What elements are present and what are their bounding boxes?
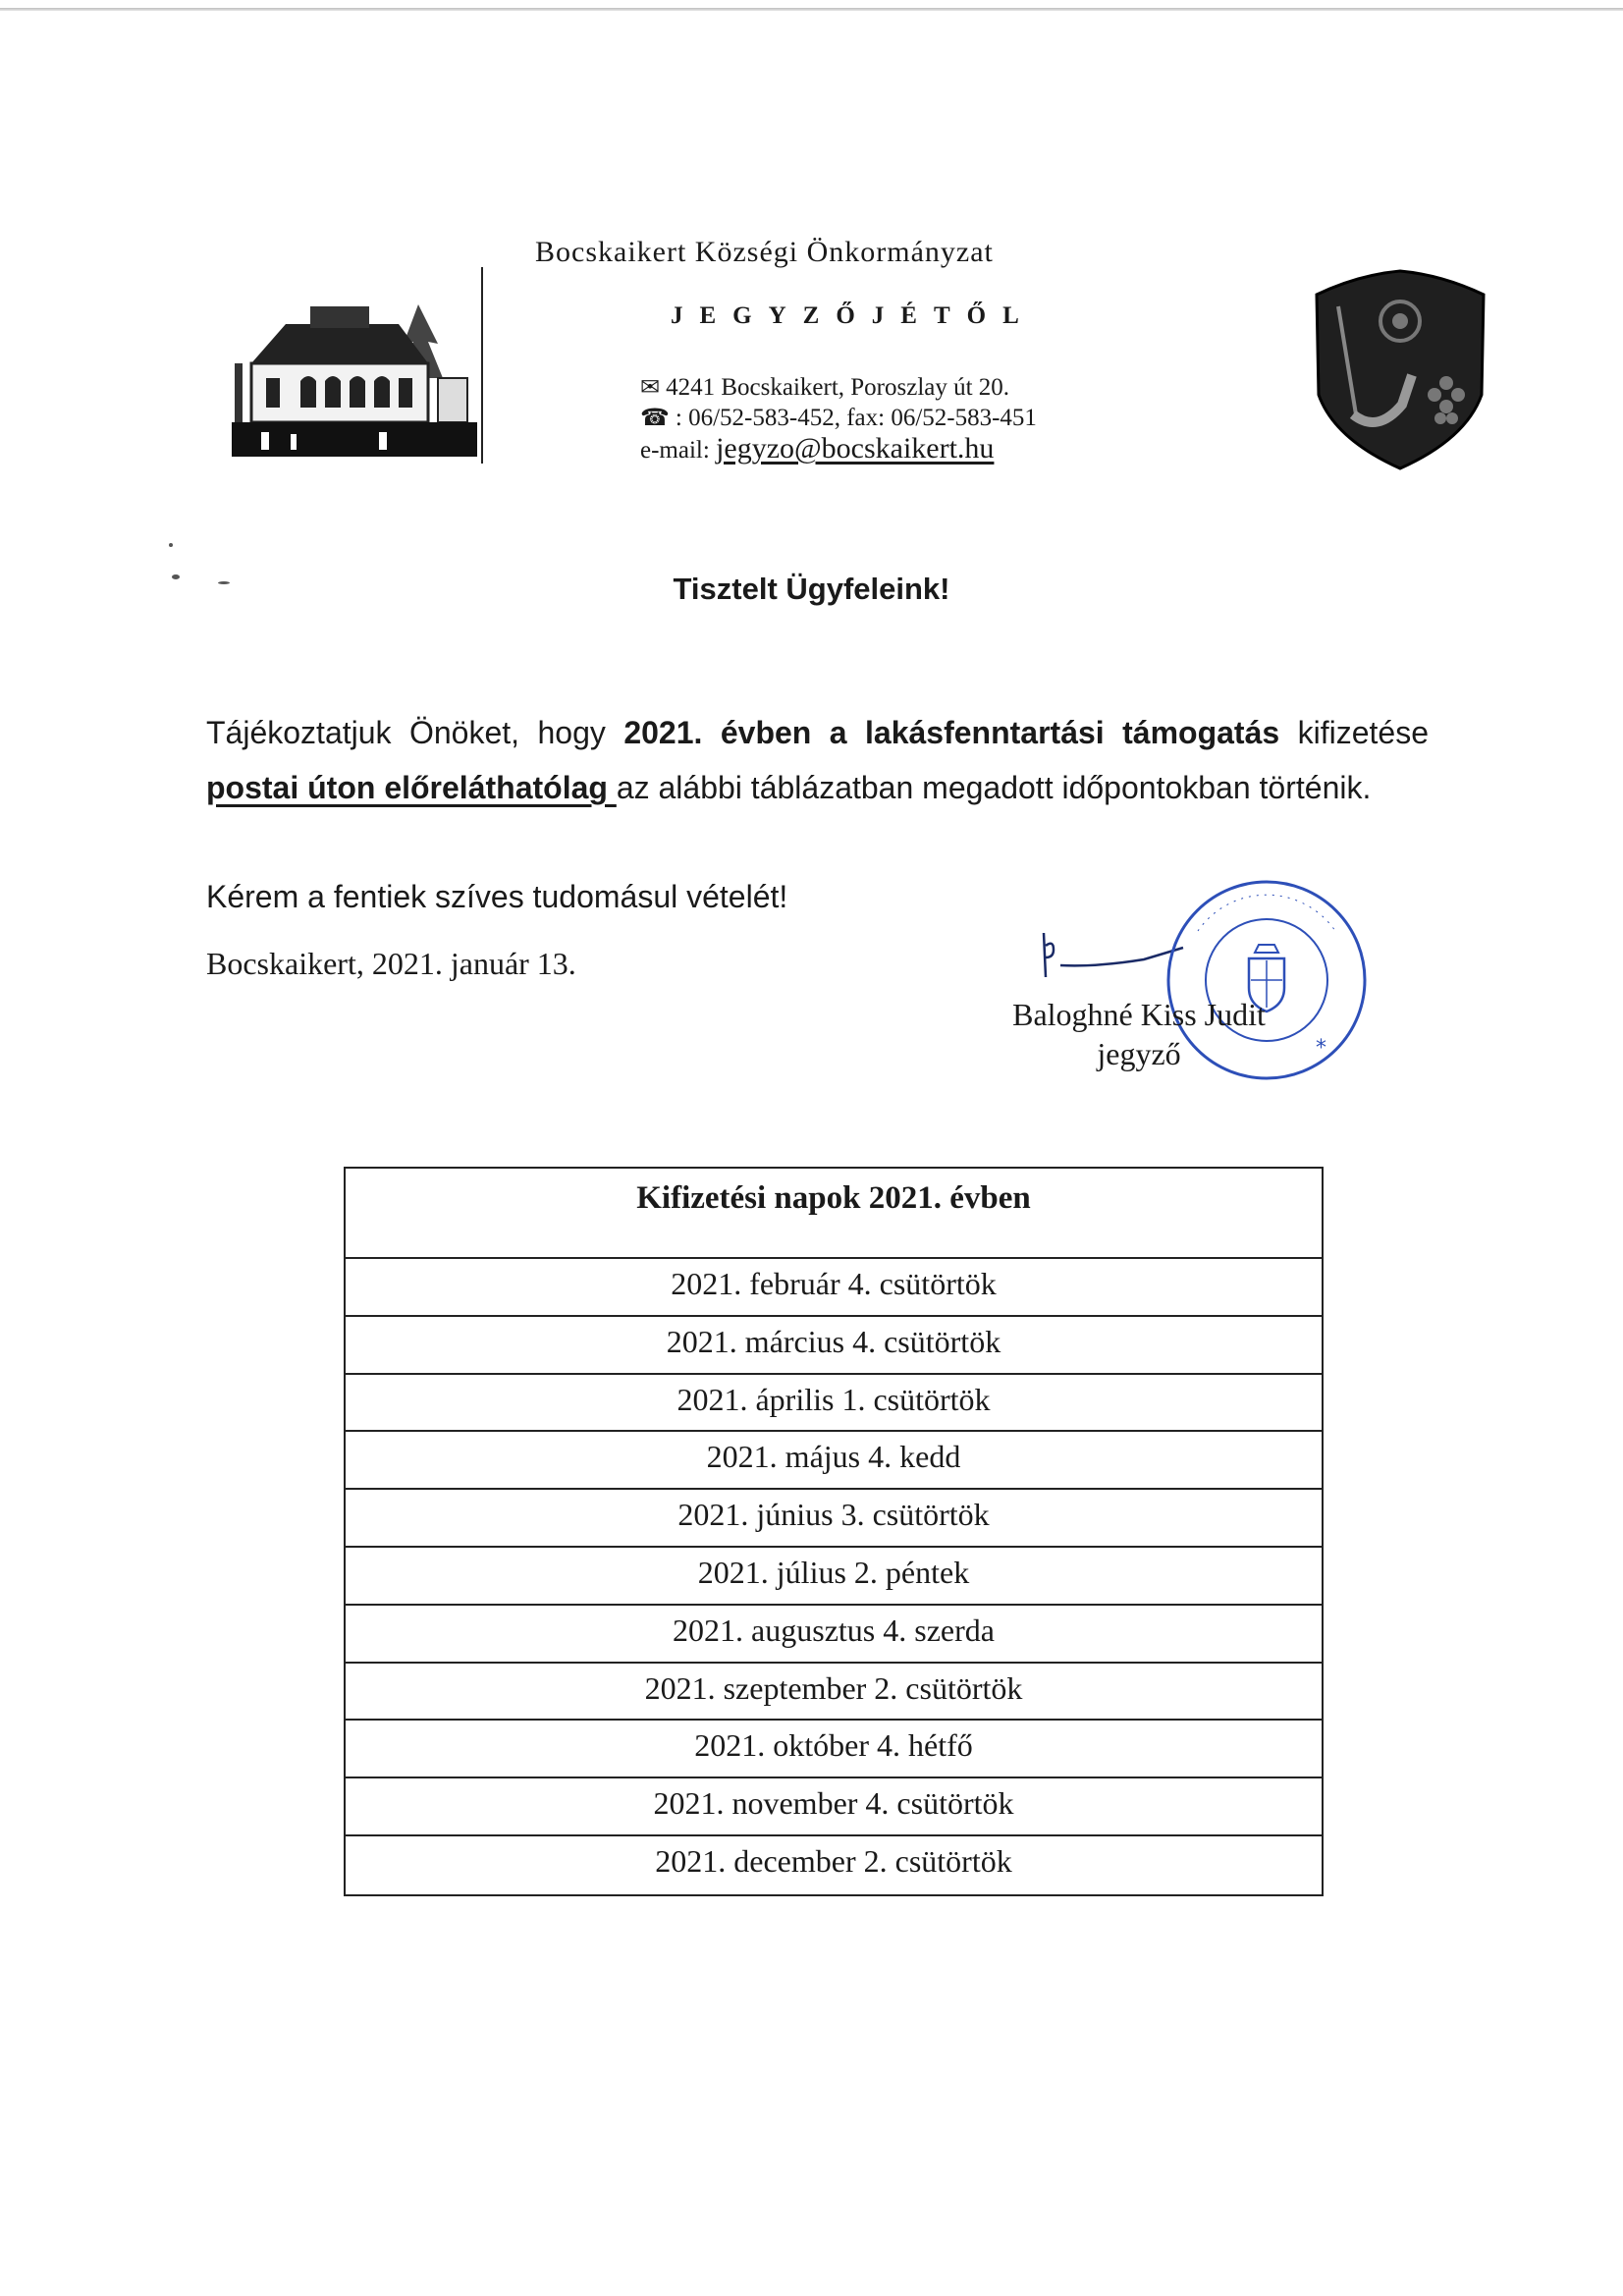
town-hall-illustration: [232, 285, 477, 457]
table-row: 2021. november 4. csütörtök: [346, 1778, 1322, 1836]
table-row: 2021. február 4. csütörtök: [346, 1259, 1322, 1317]
table-row: 2021. április 1. csütörtök: [346, 1375, 1322, 1433]
department-title: JEGYZŐJÉTŐL: [671, 302, 1036, 329]
signer-name: Baloghné Kiss Judit: [1012, 997, 1266, 1032]
signer-title: jegyző: [1097, 1036, 1181, 1071]
scan-speck: [169, 543, 173, 547]
phone-line: [640, 404, 1037, 433]
notice-underlined: postai úton előreláthatólag: [206, 770, 617, 805]
signature-block: [972, 995, 1306, 1073]
notice-paragraph: [206, 705, 1429, 815]
table-row: 2021. június 3. csütörtök: [346, 1490, 1322, 1548]
envelope-icon: ✉: [640, 375, 661, 401]
organization-name: Bocskaikert Községi Önkormányzat: [535, 236, 994, 268]
table-row: 2021. december 2. csütörtök: [655, 1842, 1012, 1879]
scan-top-edge: [0, 8, 1623, 11]
place-date: Bocskaikert, 2021. január 13.: [206, 946, 576, 981]
email-label: e-mail:: [640, 437, 710, 464]
closing-request: Kérem a fentiek szíves tudomásul vételét!: [206, 879, 788, 914]
table-row: 2021. július 2. péntek: [346, 1548, 1322, 1606]
coat-of-arms: [1309, 267, 1491, 473]
payment-dates-table: [344, 1167, 1324, 1896]
table-row: 2021. szeptember 2. csütörtök: [346, 1664, 1322, 1722]
phone-text: : 06/52-583-452, fax: 06/52-583-451: [675, 405, 1037, 431]
notice-part-3: az alábbi táblázatban megadott időpontokban történik.: [616, 770, 1372, 805]
notice-emphasis: 2021. évben a lakásfenntartási támogatás: [623, 715, 1280, 750]
notice-part-1: Tájékoztatjuk Önöket, hogy: [206, 715, 624, 750]
table-title: Kifizetési napok 2021. évben: [346, 1169, 1322, 1259]
notice-part-2: kifizetése: [1279, 715, 1430, 750]
email-link[interactable]: jegyzo@bocskaikert.hu: [716, 432, 995, 465]
address-text: 4241 Bocskaikert, Poroszlay út 20.: [666, 374, 1010, 401]
header-divider: [481, 267, 483, 464]
table-row: 2021. március 4. csütörtök: [346, 1317, 1322, 1375]
table-body: [346, 1259, 1322, 1894]
table-row: 2021. augusztus 4. szerda: [346, 1606, 1322, 1664]
table-row: 2021. május 4. kedd: [346, 1432, 1322, 1490]
table-row: 2021. október 4. hétfő: [346, 1721, 1322, 1778]
telephone-icon: ☎: [640, 406, 670, 431]
greeting: Tisztelt Ügyfeleink!: [673, 572, 950, 606]
svg-text:*: *: [1316, 1036, 1326, 1061]
email-line: [640, 434, 994, 465]
address-line: [640, 373, 1009, 403]
